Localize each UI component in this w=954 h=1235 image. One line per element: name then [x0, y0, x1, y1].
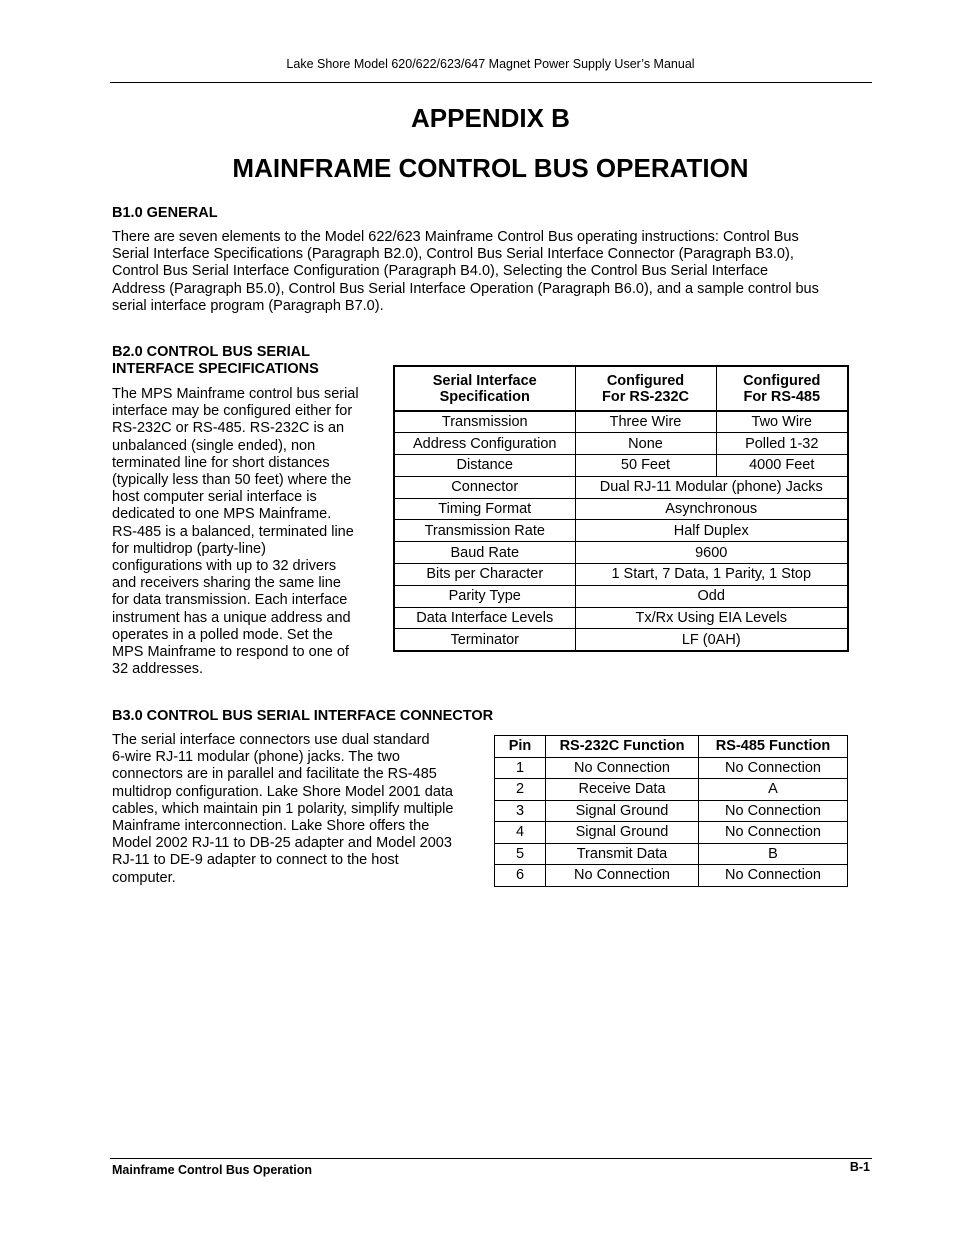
paragraph-line: instrument has a unique address and — [112, 609, 351, 626]
section-b3-paragraph — [112, 732, 487, 887]
paragraph-line: The serial interface connectors use dual standard — [112, 732, 430, 748]
table-cell: Distance — [394, 455, 575, 477]
table-header-cell: Serial Interface Specification — [394, 366, 575, 411]
table-header-row — [394, 366, 848, 411]
paragraph-line: MPS Mainframe to respond to one of — [112, 644, 349, 661]
table-cell: No Connection — [699, 865, 848, 887]
table-cell: Data Interface Levels — [394, 607, 575, 629]
table-row — [495, 779, 848, 801]
paragraph-line: Control Bus Serial Interface Configuration (Paragraph B4.0), Selecting the Control Bus Serial Interface — [112, 263, 769, 280]
table-cell: No Connection — [546, 865, 699, 887]
paragraph-line: RS-232C or RS-485. RS-232C is an — [112, 420, 345, 437]
table-cell: Half Duplex — [575, 520, 848, 542]
appendix-subtitle: MAINFRAME CONTROL BUS OPERATION — [232, 153, 749, 183]
table-cell: No Connection — [699, 800, 848, 822]
table-row — [394, 455, 848, 477]
table-cell: Asynchronous — [575, 498, 848, 520]
table-row — [495, 757, 848, 779]
table-cell: Receive Data — [546, 779, 699, 801]
paragraph-line: for multidrop (party-line) — [112, 540, 266, 557]
section-b1-paragraph — [112, 229, 877, 315]
table-row — [394, 433, 848, 455]
paragraph-line: terminated line for short distances — [112, 454, 330, 471]
table-cell: Transmit Data — [546, 843, 699, 865]
table-cell: Transmission Rate — [394, 520, 575, 542]
paragraph-line: dedicated to one MPS Mainframe. — [112, 506, 332, 523]
paragraph-line: computer. — [112, 869, 176, 886]
table-cell: 1 Start, 7 Data, 1 Parity, 1 Stop — [575, 564, 848, 586]
table-cell: Three Wire — [575, 411, 716, 433]
running-header: Lake Shore Model 620/622/623/647 Magnet Power Supply User’s Manual — [286, 57, 695, 71]
table-cell: No Connection — [546, 757, 699, 779]
table-cell: 50 Feet — [575, 455, 716, 477]
table-cell: LF (0AH) — [575, 629, 848, 651]
table-cell: 6 — [495, 865, 546, 887]
paragraph-line: unbalanced (single ended), non — [112, 437, 316, 454]
table-header-cell: RS-232C Function — [546, 736, 699, 758]
table-row — [394, 411, 848, 433]
paragraph-line: and receivers sharing the same line — [112, 575, 341, 592]
table-row — [394, 542, 848, 564]
table-header-cell: RS-485 Function — [699, 736, 848, 758]
paragraph-line: RS-485 is a balanced, terminated line — [112, 523, 354, 540]
table-cell: 1 — [495, 757, 546, 779]
section-b2-paragraph — [112, 386, 387, 678]
footer-rule — [110, 1158, 872, 1159]
table-row — [495, 843, 848, 865]
paragraph-line: interface may be configured either for — [112, 403, 353, 420]
paragraph-line: host computer serial interface is — [112, 489, 317, 506]
paragraph-line: configurations with up to 32 drivers — [112, 558, 337, 575]
table-cell: Address Configuration — [394, 433, 575, 455]
table-cell: Signal Ground — [546, 822, 699, 844]
paragraph-line: serial interface program (Paragraph B7.0). — [112, 297, 384, 314]
heading-line: B2.0 CONTROL BUS SERIAL — [112, 344, 310, 360]
connector-pin-table — [494, 735, 848, 887]
section-b3-heading: B3.0 CONTROL BUS SERIAL INTERFACE CONNECTOR — [112, 708, 494, 724]
table-row — [394, 585, 848, 607]
paragraph-line: Model 2002 RJ-11 to DB-25 adapter and Model 2003 — [112, 835, 452, 852]
paragraph-line: Address (Paragraph B5.0), Control Bus Serial Interface Operation (Paragraph B6.0), and a sample control bus — [112, 280, 819, 297]
table-cell: Tx/Rx Using EIA Levels — [575, 607, 848, 629]
table-row — [394, 476, 848, 498]
table-cell: Signal Ground — [546, 800, 699, 822]
table-cell: Polled 1-32 — [716, 433, 848, 455]
table-cell: Dual RJ-11 Modular (phone) Jacks — [575, 476, 848, 498]
paragraph-line: 6-wire RJ-11 modular (phone) jacks. The two — [112, 749, 400, 766]
table-cell: No Connection — [699, 822, 848, 844]
table-cell: Parity Type — [394, 585, 575, 607]
table-row — [394, 607, 848, 629]
paragraph-line: connectors are in parallel and facilitate the RS-485 — [112, 766, 437, 783]
table-row — [495, 800, 848, 822]
table-row — [394, 520, 848, 542]
paragraph-line: for data transmission. Each interface — [112, 592, 348, 609]
table-cell: 9600 — [575, 542, 848, 564]
table-cell: 2 — [495, 779, 546, 801]
table-cell: None — [575, 433, 716, 455]
table-row — [394, 564, 848, 586]
table-cell: 4000 Feet — [716, 455, 848, 477]
table-row — [394, 629, 848, 651]
table-cell: Transmission — [394, 411, 575, 433]
table-cell: No Connection — [699, 757, 848, 779]
paragraph-line: Mainframe interconnection. Lake Shore offers the — [112, 818, 430, 835]
table-header-row — [495, 736, 848, 758]
table-header-cell: Pin — [495, 736, 546, 758]
paragraph-line: RJ-11 to DE-9 adapter to connect to the host — [112, 852, 399, 869]
section-b1-heading: B1.0 GENERAL — [112, 205, 218, 221]
heading-line: INTERFACE SPECIFICATIONS — [112, 361, 319, 377]
table-header-cell: Configured For RS-232C — [575, 366, 716, 411]
header-rule — [110, 82, 872, 83]
paragraph-line: cables, which maintain pin 1 polarity, simplify multiple — [112, 800, 454, 817]
table-row — [495, 865, 848, 887]
table-cell: Connector — [394, 476, 575, 498]
footer-section-title: Mainframe Control Bus Operation — [112, 1163, 313, 1177]
table-cell: B — [699, 843, 848, 865]
table-cell: Terminator — [394, 629, 575, 651]
table-cell: Odd — [575, 585, 848, 607]
serial-interface-spec-table — [393, 365, 849, 652]
table-cell: Timing Format — [394, 498, 575, 520]
table-cell: 5 — [495, 843, 546, 865]
table-row — [394, 498, 848, 520]
table-row — [495, 822, 848, 844]
table-cell: 4 — [495, 822, 546, 844]
paragraph-line: Serial Interface Specifications (Paragraph B2.0), Control Bus Serial Interface Connector (Paragraph B3.0), — [112, 246, 794, 263]
table-cell: 3 — [495, 800, 546, 822]
table-cell: A — [699, 779, 848, 801]
paragraph-line: 32 addresses. — [112, 661, 204, 678]
paragraph-line: operates in a polled mode. Set the — [112, 626, 333, 643]
table-cell: Two Wire — [716, 411, 848, 433]
table-cell: Baud Rate — [394, 542, 575, 564]
table-header-cell: Configured For RS-485 — [716, 366, 848, 411]
paragraph-line: (typically less than 50 feet) where the — [112, 472, 352, 489]
paragraph-line: There are seven elements to the Model 622/623 Mainframe Control Bus operating instructions: Control Bus — [112, 229, 799, 245]
appendix-title: APPENDIX B — [411, 103, 570, 133]
paragraph-line: The MPS Mainframe control bus serial — [112, 386, 359, 402]
page-number: B-1 — [849, 1160, 870, 1174]
table-cell: Bits per Character — [394, 564, 575, 586]
section-b2-heading — [112, 344, 319, 378]
paragraph-line: multidrop configuration. Lake Shore Model 2001 data — [112, 783, 453, 800]
